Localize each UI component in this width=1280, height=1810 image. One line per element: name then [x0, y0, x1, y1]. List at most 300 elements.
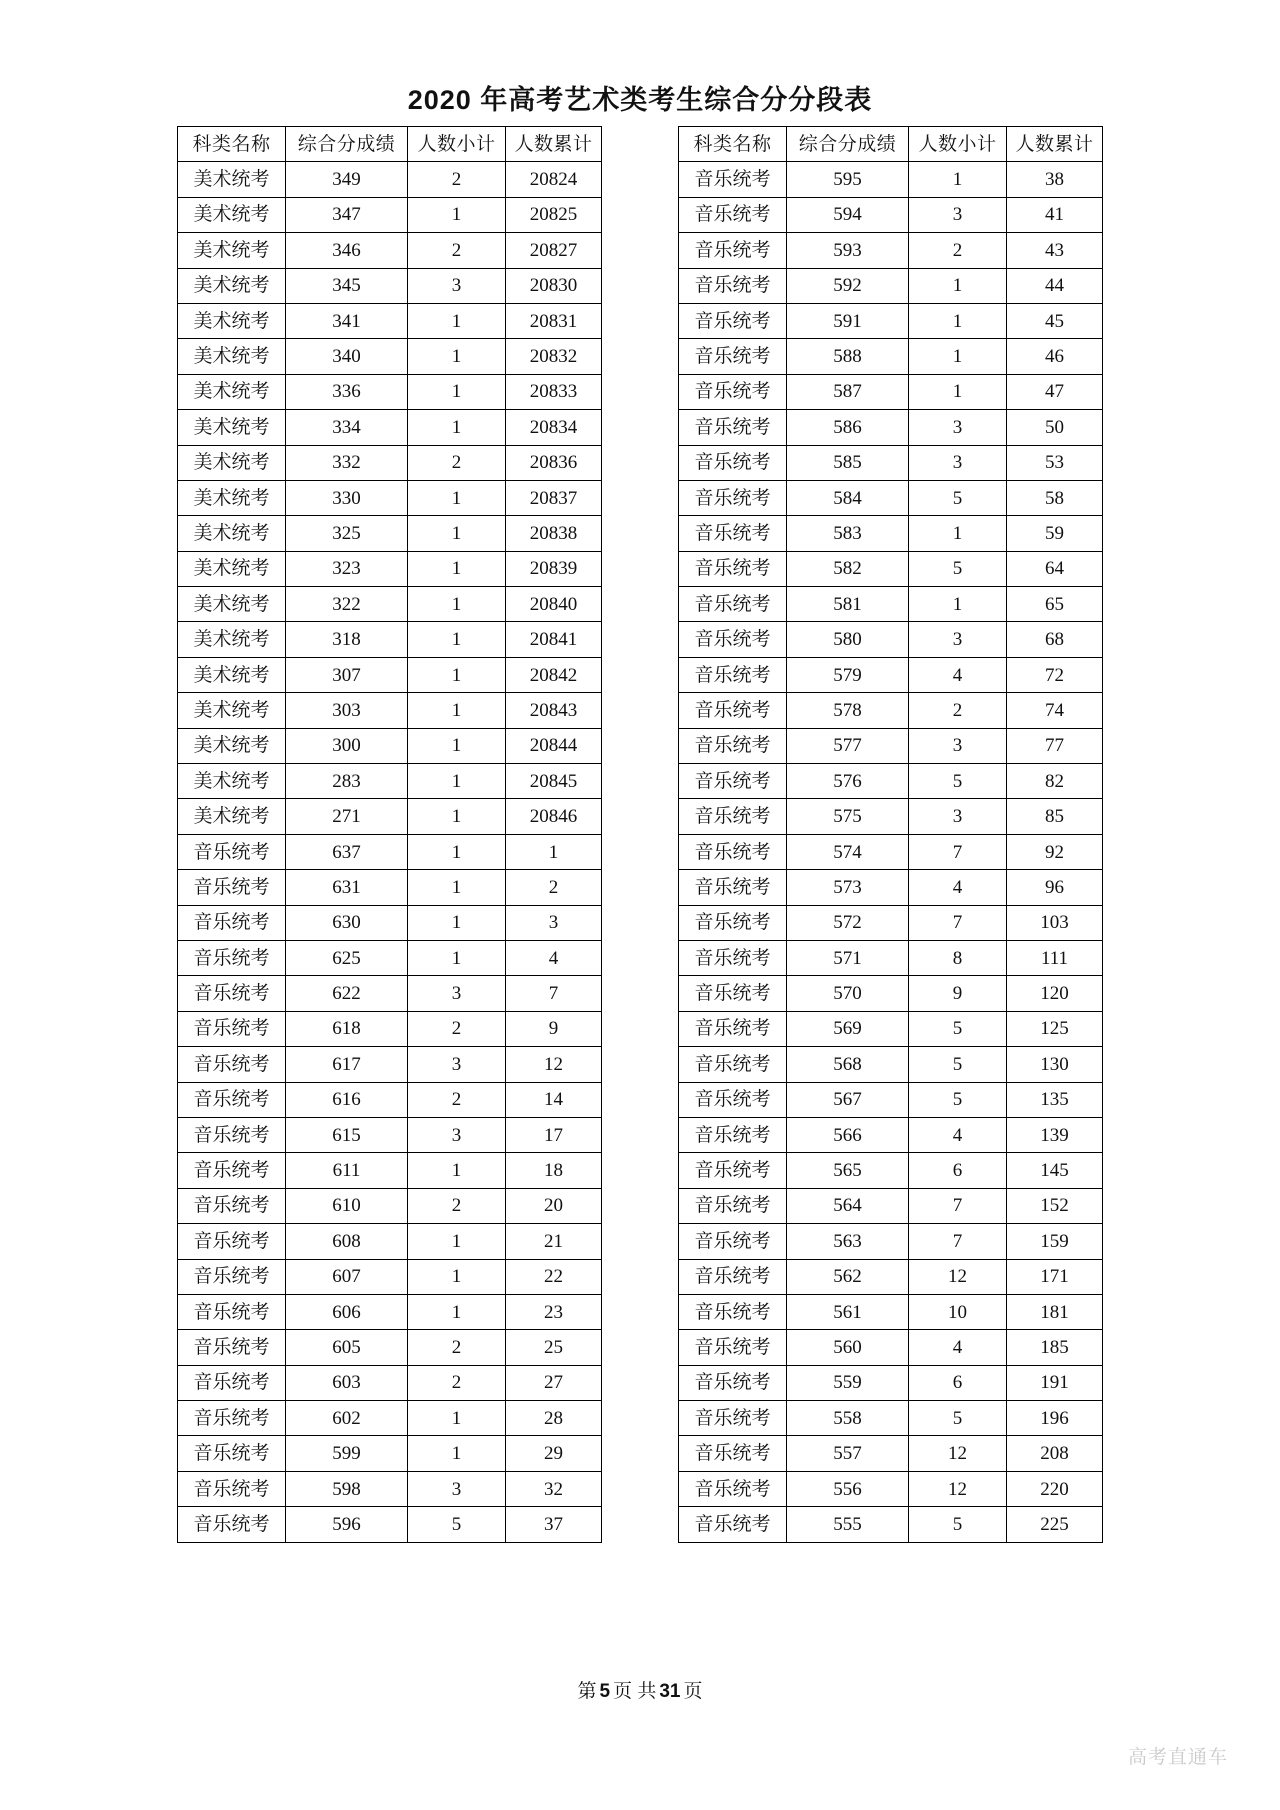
cell-subject-name: 美术统考: [178, 728, 286, 763]
table-row: [178, 339, 602, 374]
cell-cumulative: 196: [1007, 1401, 1103, 1436]
cell-cumulative: 59: [1007, 516, 1103, 551]
watermark: 高考直通车: [1127, 1747, 1228, 1768]
table-row: [178, 1471, 602, 1506]
cell-subject-name: 美术统考: [178, 799, 286, 834]
footer-current-page: 5: [599, 1681, 611, 1702]
cell-cumulative: 20845: [506, 764, 602, 799]
cell-subject-name: 音乐统考: [679, 197, 787, 232]
cell-score: 283: [286, 764, 408, 799]
cell-subtotal: 12: [909, 1436, 1007, 1471]
table-row: [178, 374, 602, 409]
table-row: [679, 1117, 1103, 1152]
cell-cumulative: 20837: [506, 480, 602, 515]
cell-subtotal: 2: [408, 1330, 506, 1365]
cell-cumulative: 20843: [506, 693, 602, 728]
cell-cumulative: 20834: [506, 410, 602, 445]
table-row: [178, 622, 602, 657]
cell-subtotal: 2: [408, 1082, 506, 1117]
cell-subject-name: 音乐统考: [178, 1259, 286, 1294]
cell-cumulative: 27: [506, 1365, 602, 1400]
cell-cumulative: 20839: [506, 551, 602, 586]
cell-subject-name: 美术统考: [178, 233, 286, 268]
cell-cumulative: 225: [1007, 1507, 1103, 1542]
cell-cumulative: 85: [1007, 799, 1103, 834]
footer-total-pages: 31: [659, 1681, 681, 1702]
table-row: [178, 1365, 602, 1400]
cell-subject-name: 美术统考: [178, 622, 286, 657]
cell-score: 611: [286, 1153, 408, 1188]
cell-subtotal: 1: [909, 516, 1007, 551]
cell-subject-name: 美术统考: [178, 480, 286, 515]
cell-cumulative: 96: [1007, 870, 1103, 905]
cell-cumulative: 21: [506, 1224, 602, 1259]
cell-score: 300: [286, 728, 408, 763]
cell-cumulative: 20840: [506, 587, 602, 622]
cell-subject-name: 美术统考: [178, 162, 286, 197]
cell-subject-name: 音乐统考: [178, 1436, 286, 1471]
cell-score: 578: [787, 693, 909, 728]
cell-cumulative: 9: [506, 1011, 602, 1046]
cell-subtotal: 5: [909, 1401, 1007, 1436]
cell-subject-name: 音乐统考: [679, 268, 787, 303]
cell-subtotal: 1: [909, 374, 1007, 409]
cell-cumulative: 20844: [506, 728, 602, 763]
cell-subtotal: 1: [408, 1294, 506, 1329]
cell-subject-name: 音乐统考: [178, 1330, 286, 1365]
cell-subtotal: 5: [909, 1082, 1007, 1117]
cell-subject-name: 音乐统考: [679, 1436, 787, 1471]
cell-subject-name: 音乐统考: [679, 1188, 787, 1223]
page-title: 2020 年高考艺术类考生综合分分段表: [407, 85, 873, 115]
table-header-row: [679, 127, 1103, 162]
cell-cumulative: 7: [506, 976, 602, 1011]
cell-cumulative: 20833: [506, 374, 602, 409]
column-header-score: 综合分成绩: [286, 127, 408, 162]
cell-subject-name: 美术统考: [178, 410, 286, 445]
table-row: [178, 1047, 602, 1082]
table-row: [178, 870, 602, 905]
table-row: [178, 728, 602, 763]
cell-subject-name: 音乐统考: [679, 693, 787, 728]
footer-suffix: 页: [683, 1681, 703, 1702]
cell-subtotal: 4: [909, 1330, 1007, 1365]
cell-score: 617: [286, 1047, 408, 1082]
cell-subtotal: 1: [408, 1401, 506, 1436]
column-header-subtotal: 人数小计: [909, 127, 1007, 162]
table-row: [679, 905, 1103, 940]
cell-cumulative: 20838: [506, 516, 602, 551]
column-header-cumulative: 人数累计: [506, 127, 602, 162]
table-body-right: [679, 162, 1103, 1542]
cell-cumulative: 50: [1007, 410, 1103, 445]
cell-cumulative: 28: [506, 1401, 602, 1436]
table-row: [679, 1259, 1103, 1294]
cell-cumulative: 32: [506, 1471, 602, 1506]
cell-cumulative: 53: [1007, 445, 1103, 480]
table-row: [679, 622, 1103, 657]
cell-subtotal: 1: [909, 339, 1007, 374]
cell-score: 594: [787, 197, 909, 232]
table-row: [178, 834, 602, 869]
table-row: [178, 1259, 602, 1294]
cell-subtotal: 2: [408, 1011, 506, 1046]
cell-subtotal: 7: [909, 834, 1007, 869]
table-row: [679, 551, 1103, 586]
cell-subtotal: 2: [408, 1188, 506, 1223]
cell-score: 598: [286, 1471, 408, 1506]
cell-subject-name: 美术统考: [178, 339, 286, 374]
cell-subject-name: 音乐统考: [679, 1259, 787, 1294]
table-row: [178, 268, 602, 303]
cell-cumulative: 25: [506, 1330, 602, 1365]
cell-subject-name: 音乐统考: [679, 480, 787, 515]
cell-subtotal: 7: [909, 905, 1007, 940]
cell-cumulative: 2: [506, 870, 602, 905]
cell-subtotal: 3: [909, 622, 1007, 657]
table-row: [178, 233, 602, 268]
cell-score: 560: [787, 1330, 909, 1365]
cell-subtotal: 1: [408, 1224, 506, 1259]
cell-score: 607: [286, 1259, 408, 1294]
table-row: [679, 1436, 1103, 1471]
table-row: [679, 339, 1103, 374]
table-row: [178, 905, 602, 940]
column-header-subtotal: 人数小计: [408, 127, 506, 162]
cell-subtotal: 1: [408, 764, 506, 799]
cell-cumulative: 4: [506, 940, 602, 975]
cell-cumulative: 65: [1007, 587, 1103, 622]
cell-subject-name: 美术统考: [178, 268, 286, 303]
cell-subtotal: 5: [909, 551, 1007, 586]
table-row: [679, 162, 1103, 197]
cell-subtotal: 1: [408, 339, 506, 374]
cell-subtotal: 6: [909, 1153, 1007, 1188]
cell-subtotal: 5: [909, 1011, 1007, 1046]
table-row: [679, 1082, 1103, 1117]
cell-subject-name: 音乐统考: [679, 764, 787, 799]
table-row: [178, 1224, 602, 1259]
cell-subtotal: 3: [909, 728, 1007, 763]
table-row: [178, 162, 602, 197]
table-row: [679, 1153, 1103, 1188]
cell-subject-name: 音乐统考: [178, 1294, 286, 1329]
table-row: [178, 1330, 602, 1365]
cell-cumulative: 92: [1007, 834, 1103, 869]
cell-score: 561: [787, 1294, 909, 1329]
cell-subject-name: 音乐统考: [178, 1117, 286, 1152]
table-row: [679, 834, 1103, 869]
table-row: [679, 303, 1103, 338]
cell-subtotal: 1: [408, 410, 506, 445]
cell-score: 555: [787, 1507, 909, 1542]
cell-score: 332: [286, 445, 408, 480]
cell-score: 576: [787, 764, 909, 799]
cell-cumulative: 37: [506, 1507, 602, 1542]
table-row: [178, 480, 602, 515]
cell-score: 603: [286, 1365, 408, 1400]
cell-cumulative: 12: [506, 1047, 602, 1082]
cell-cumulative: 23: [506, 1294, 602, 1329]
cell-subtotal: 1: [408, 516, 506, 551]
cell-cumulative: 43: [1007, 233, 1103, 268]
cell-score: 602: [286, 1401, 408, 1436]
cell-subject-name: 音乐统考: [679, 339, 787, 374]
table-row: [679, 1365, 1103, 1400]
cell-score: 587: [787, 374, 909, 409]
table-row: [178, 657, 602, 692]
cell-subject-name: 音乐统考: [178, 1471, 286, 1506]
table-row: [178, 1401, 602, 1436]
cell-subject-name: 美术统考: [178, 764, 286, 799]
cell-score: 568: [787, 1047, 909, 1082]
cell-cumulative: 103: [1007, 905, 1103, 940]
table-row: [178, 1294, 602, 1329]
cell-cumulative: 171: [1007, 1259, 1103, 1294]
cell-subject-name: 音乐统考: [679, 940, 787, 975]
cell-cumulative: 181: [1007, 1294, 1103, 1329]
table-row: [178, 445, 602, 480]
cell-cumulative: 152: [1007, 1188, 1103, 1223]
cell-cumulative: 22: [506, 1259, 602, 1294]
table-row: [679, 410, 1103, 445]
cell-score: 622: [286, 976, 408, 1011]
cell-cumulative: 20824: [506, 162, 602, 197]
cell-subtotal: 5: [909, 764, 1007, 799]
cell-subject-name: 美术统考: [178, 445, 286, 480]
cell-score: 566: [787, 1117, 909, 1152]
cell-subject-name: 美术统考: [178, 551, 286, 586]
table-row: [178, 197, 602, 232]
cell-score: 303: [286, 693, 408, 728]
cell-score: 580: [787, 622, 909, 657]
table-row: [178, 516, 602, 551]
cell-subtotal: 1: [408, 940, 506, 975]
cell-subtotal: 1: [909, 268, 1007, 303]
cell-cumulative: 18: [506, 1153, 602, 1188]
cell-subtotal: 2: [909, 693, 1007, 728]
cell-cumulative: 20831: [506, 303, 602, 338]
cell-score: 615: [286, 1117, 408, 1152]
cell-score: 585: [787, 445, 909, 480]
table-body-left: [178, 162, 602, 1542]
cell-subtotal: 2: [408, 233, 506, 268]
cell-subject-name: 美术统考: [178, 516, 286, 551]
cell-subject-name: 音乐统考: [178, 1401, 286, 1436]
cell-score: 608: [286, 1224, 408, 1259]
cell-subject-name: 音乐统考: [679, 870, 787, 905]
cell-subtotal: 1: [909, 162, 1007, 197]
cell-subject-name: 音乐统考: [679, 1047, 787, 1082]
cell-subtotal: 3: [408, 1117, 506, 1152]
cell-score: 583: [787, 516, 909, 551]
cell-cumulative: 125: [1007, 1011, 1103, 1046]
cell-cumulative: 44: [1007, 268, 1103, 303]
cell-cumulative: 220: [1007, 1471, 1103, 1506]
column-header-name: 科类名称: [178, 127, 286, 162]
cell-score: 588: [787, 339, 909, 374]
table-row: [178, 799, 602, 834]
cell-subtotal: 1: [408, 693, 506, 728]
cell-subtotal: 2: [408, 445, 506, 480]
cell-score: 595: [787, 162, 909, 197]
cell-subject-name: 音乐统考: [178, 1188, 286, 1223]
cell-subject-name: 音乐统考: [178, 1011, 286, 1046]
cell-score: 618: [286, 1011, 408, 1046]
cell-score: 630: [286, 905, 408, 940]
cell-score: 325: [286, 516, 408, 551]
cell-score: 575: [787, 799, 909, 834]
table-row: [679, 940, 1103, 975]
cell-subtotal: 3: [408, 976, 506, 1011]
cell-subtotal: 3: [408, 1471, 506, 1506]
table-row: [679, 976, 1103, 1011]
cell-subtotal: 9: [909, 976, 1007, 1011]
table-row: [679, 728, 1103, 763]
cell-cumulative: 58: [1007, 480, 1103, 515]
table-row: [178, 551, 602, 586]
cell-subject-name: 美术统考: [178, 197, 286, 232]
cell-subject-name: 音乐统考: [679, 445, 787, 480]
cell-score: 565: [787, 1153, 909, 1188]
cell-subtotal: 5: [909, 480, 1007, 515]
table-row: [178, 1011, 602, 1046]
cell-subject-name: 音乐统考: [679, 622, 787, 657]
cell-subject-name: 音乐统考: [679, 587, 787, 622]
cell-subject-name: 音乐统考: [679, 657, 787, 692]
cell-subtotal: 2: [408, 1365, 506, 1400]
table-row: [178, 764, 602, 799]
cell-subject-name: 音乐统考: [679, 799, 787, 834]
cell-subtotal: 1: [408, 480, 506, 515]
table-row: [178, 1507, 602, 1542]
cell-subtotal: 10: [909, 1294, 1007, 1329]
cell-subject-name: 音乐统考: [679, 1401, 787, 1436]
cell-subject-name: 音乐统考: [178, 1082, 286, 1117]
cell-score: 610: [286, 1188, 408, 1223]
cell-subtotal: 2: [408, 162, 506, 197]
cell-score: 563: [787, 1224, 909, 1259]
table-row: [178, 693, 602, 728]
cell-subject-name: 音乐统考: [178, 976, 286, 1011]
cell-cumulative: 41: [1007, 197, 1103, 232]
cell-subject-name: 美术统考: [178, 693, 286, 728]
cell-subtotal: 3: [909, 197, 1007, 232]
cell-score: 574: [787, 834, 909, 869]
cell-score: 569: [787, 1011, 909, 1046]
score-tables-container: [0, 126, 1280, 1543]
cell-subtotal: 1: [909, 587, 1007, 622]
footer-middle: 页 共: [613, 1681, 657, 1702]
cell-cumulative: 20841: [506, 622, 602, 657]
table-row: [679, 268, 1103, 303]
cell-score: 570: [787, 976, 909, 1011]
cell-subject-name: 音乐统考: [679, 1224, 787, 1259]
cell-subject-name: 音乐统考: [178, 1047, 286, 1082]
table-row: [679, 799, 1103, 834]
cell-cumulative: 77: [1007, 728, 1103, 763]
cell-score: 558: [787, 1401, 909, 1436]
table-row: [679, 516, 1103, 551]
table-header-row: [178, 127, 602, 162]
cell-subject-name: 美术统考: [178, 657, 286, 692]
table-row: [178, 1082, 602, 1117]
cell-subtotal: 3: [909, 410, 1007, 445]
table-row: [679, 587, 1103, 622]
table-row: [679, 870, 1103, 905]
table-row: [178, 1188, 602, 1223]
cell-score: 606: [286, 1294, 408, 1329]
cell-subtotal: 3: [909, 445, 1007, 480]
cell-subtotal: 1: [408, 1259, 506, 1294]
page-footer: [0, 1676, 1280, 1703]
cell-cumulative: 45: [1007, 303, 1103, 338]
cell-subtotal: 1: [408, 834, 506, 869]
cell-cumulative: 120: [1007, 976, 1103, 1011]
cell-subtotal: 5: [408, 1507, 506, 1542]
cell-score: 605: [286, 1330, 408, 1365]
cell-subject-name: 音乐统考: [679, 410, 787, 445]
cell-subtotal: 4: [909, 657, 1007, 692]
cell-subject-name: 音乐统考: [679, 551, 787, 586]
cell-cumulative: 130: [1007, 1047, 1103, 1082]
cell-subject-name: 音乐统考: [679, 1365, 787, 1400]
table-row: [178, 1153, 602, 1188]
cell-score: 346: [286, 233, 408, 268]
table-row: [178, 1436, 602, 1471]
cell-subtotal: 6: [909, 1365, 1007, 1400]
cell-subtotal: 1: [909, 303, 1007, 338]
cell-cumulative: 72: [1007, 657, 1103, 692]
cell-score: 586: [787, 410, 909, 445]
cell-score: 582: [787, 551, 909, 586]
cell-score: 334: [286, 410, 408, 445]
cell-cumulative: 20827: [506, 233, 602, 268]
cell-score: 593: [787, 233, 909, 268]
cell-score: 567: [787, 1082, 909, 1117]
table-row: [178, 303, 602, 338]
cell-cumulative: 1: [506, 834, 602, 869]
cell-subtotal: 4: [909, 870, 1007, 905]
cell-cumulative: 135: [1007, 1082, 1103, 1117]
cell-score: 596: [286, 1507, 408, 1542]
cell-score: 330: [286, 480, 408, 515]
cell-subject-name: 音乐统考: [178, 1224, 286, 1259]
cell-subject-name: 音乐统考: [178, 870, 286, 905]
score-table-left: [177, 126, 602, 1543]
cell-score: 318: [286, 622, 408, 657]
cell-subject-name: 音乐统考: [679, 1082, 787, 1117]
cell-subtotal: 1: [408, 799, 506, 834]
table-row: [679, 1294, 1103, 1329]
cell-score: 577: [787, 728, 909, 763]
cell-cumulative: 3: [506, 905, 602, 940]
cell-subtotal: 3: [408, 1047, 506, 1082]
cell-subtotal: 5: [909, 1047, 1007, 1082]
cell-score: 557: [787, 1436, 909, 1471]
column-header-cumulative: 人数累计: [1007, 127, 1103, 162]
cell-score: 564: [787, 1188, 909, 1223]
cell-cumulative: 68: [1007, 622, 1103, 657]
table-row: [679, 657, 1103, 692]
cell-subject-name: 音乐统考: [679, 1471, 787, 1506]
cell-score: 592: [787, 268, 909, 303]
cell-score: 571: [787, 940, 909, 975]
cell-cumulative: 38: [1007, 162, 1103, 197]
table-row: [679, 233, 1103, 268]
cell-cumulative: 82: [1007, 764, 1103, 799]
cell-cumulative: 111: [1007, 940, 1103, 975]
